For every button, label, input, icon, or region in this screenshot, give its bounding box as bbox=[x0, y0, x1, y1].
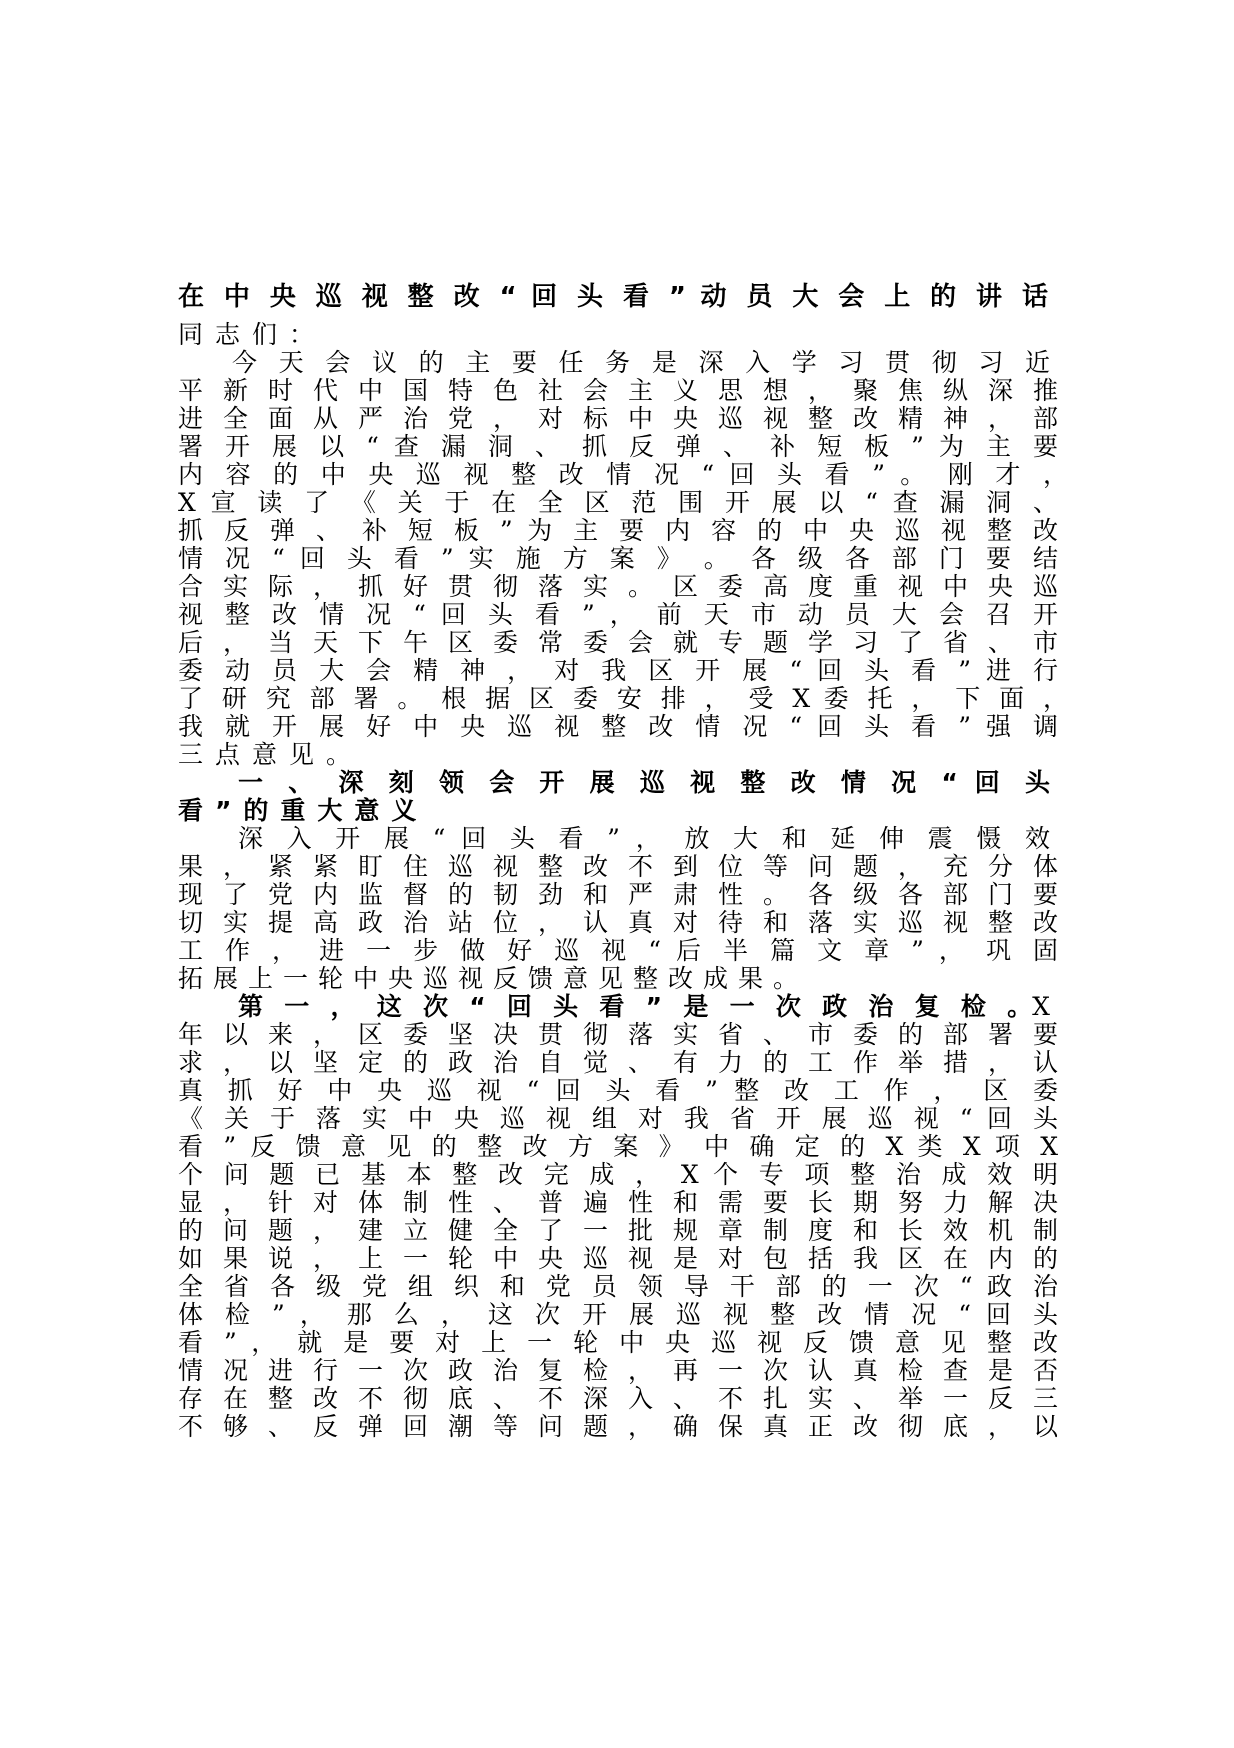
paragraph-line: 视 整 改 情 况 “ 回 头 看 ” ， 前 天 市 动 员 大 会 召 开 bbox=[178, 600, 1058, 629]
paragraph-line: 后 ， 当 天 下 午 区 委 常 委 会 就 专 题 学 习 了 省 、 市 bbox=[178, 628, 1058, 657]
paragraph-line: 抓 反 弹 、 补 短 板 ” 为 主 要 内 容 的 中 央 巡 视 整 改 bbox=[178, 516, 1058, 545]
document-title: 在 中 央 巡 视 整 改 “ 回 头 看 ” 动 员 大 会 上 的 讲 话 bbox=[178, 282, 1048, 312]
section-line: 工 作 ， 进 一 步 做 好 巡 视 “ 后 半 篇 文 章 ” ， 巩 固 bbox=[178, 936, 1058, 965]
paragraph-line: 平 新 时 代 中 国 特 色 社 会 主 义 思 想 ， 聚 焦 纵 深 推 bbox=[178, 376, 1058, 405]
point-line: 个 问 题 已 基 本 整 改 完 成 ， X 个 专 项 整 治 成 效 明 bbox=[178, 1160, 1058, 1189]
point-line: 显 ， 针 对 体 制 性 、 普 遍 性 和 需 要 长 期 努 力 解 决 bbox=[178, 1188, 1058, 1217]
point-line: 的 问 题 ， 建 立 健 全 了 一 批 规 章 制 度 和 长 效 机 制 bbox=[178, 1216, 1058, 1245]
point-line: 看 ” 反 馈 意 见 的 整 改 方 案 》 中 确 定 的 X 类 X 项 X bbox=[178, 1132, 1058, 1161]
point-line: 看 ” ， 就 是 要 对 上 一 轮 中 央 巡 视 反 馈 意 见 整 改 bbox=[178, 1328, 1058, 1357]
point-line: 存 在 整 改 不 彻 底 、 不 深 入 、 不 扎 实 、 举 一 反 三 bbox=[178, 1384, 1058, 1413]
point-line: 如 果 说 ， 上 一 轮 中 央 巡 视 是 对 包 括 我 区 在 内 的 bbox=[178, 1244, 1058, 1273]
point-line: 全 省 各 级 党 组 织 和 党 员 领 导 干 部 的 一 次 “ 政 治 bbox=[178, 1272, 1058, 1301]
paragraph-line: 署 开 展 以 “ 查 漏 洞 、 抓 反 弹 、 补 短 板 ” 为 主 要 bbox=[178, 432, 1058, 461]
point-line: 情 况 进 行 一 次 政 治 复 检 ， 再 一 次 认 真 检 查 是 否 bbox=[178, 1356, 1058, 1385]
point-line: 年 以 来 ， 区 委 坚 决 贯 彻 落 实 省 、 市 委 的 部 署 要 bbox=[178, 1020, 1058, 1049]
section-line: 切 实 提 高 政 治 站 位 ， 认 真 对 待 和 落 实 巡 视 整 改 bbox=[178, 908, 1058, 937]
paragraph-line: 进 全 面 从 严 治 党 ， 对 标 中 央 巡 视 整 改 精 神 ， 部 bbox=[178, 404, 1058, 433]
paragraph-line: X 宣 读 了 《 关 于 在 全 区 范 围 开 展 以 “ 查 漏 洞 、 bbox=[178, 488, 1058, 517]
point-heading: 第 一 ， 这 次 “ 回 头 看 ” 是 一 次 政 治 复 检 。 bbox=[238, 992, 1033, 1021]
section-line: 拓展上一轮中央巡视反馈意见整改成果。 bbox=[178, 964, 809, 993]
paragraph-line: 委 动 员 大 会 精 神 ， 对 我 区 开 展 “ 回 头 看 ” 进 行 bbox=[178, 656, 1058, 685]
paragraph-line: 情 况 “ 回 头 看 ” 实 施 方 案 》 。 各 级 各 部 门 要 结 bbox=[178, 544, 1058, 573]
paragraph-line: 三点意见。 bbox=[178, 740, 364, 769]
point-line: 体 检 ” ， 那 么 ， 这 次 开 展 巡 视 整 改 情 况 “ 回 头 bbox=[178, 1300, 1058, 1329]
section-line: 果 ， 紧 紧 盯 住 巡 视 整 改 不 到 位 等 问 题 ， 充 分 体 bbox=[178, 852, 1058, 881]
paragraph-line: 内 容 的 中 央 巡 视 整 改 情 况 “ 回 头 看 ” 。 刚 才 ， bbox=[178, 460, 1068, 489]
section-line: 现 了 党 内 监 督 的 韧 劲 和 严 肃 性 。 各 级 各 部 门 要 bbox=[178, 880, 1058, 909]
point-line: 《 关 于 落 实 中 央 巡 视 组 对 我 省 开 展 巡 视 “ 回 头 bbox=[178, 1104, 1058, 1133]
paragraph-line: 我 就 开 展 好 中 央 巡 视 整 改 情 况 “ 回 头 看 ” 强 调 bbox=[178, 712, 1058, 741]
point-heading-tail: X bbox=[1032, 992, 1050, 1021]
point-line: 真 抓 好 中 央 巡 视 “ 回 头 看 ” 整 改 工 作 ， 区 委 bbox=[178, 1076, 1058, 1105]
section-heading-continued: 看”的重大意义 bbox=[178, 796, 429, 825]
section-heading: 一 、 深 刻 领 会 开 展 巡 视 整 改 情 况 “ 回 头 bbox=[238, 768, 1050, 797]
section-line: 深 入 开 展 “ 回 头 看 ” ， 放 大 和 延 伸 震 慑 效 bbox=[238, 824, 1050, 853]
salutation: 同志们： bbox=[178, 320, 327, 349]
point-line: 不 够 、 反 弹 回 潮 等 问 题 ， 确 保 真 正 改 彻 底 ， 以 bbox=[178, 1412, 1058, 1441]
paragraph-line: 今 天 会 议 的 主 要 任 务 是 深 入 学 习 贯 彻 习 近 bbox=[232, 348, 1050, 377]
paragraph-line: 合 实 际 ， 抓 好 贯 彻 落 实 。 区 委 高 度 重 视 中 央 巡 bbox=[178, 572, 1058, 601]
paragraph-line: 了 研 究 部 署 。 根 据 区 委 安 排 ， 受 X 委 托 ， 下 面 ， bbox=[178, 684, 1068, 713]
point-line: 求 ， 以 坚 定 的 政 治 自 觉 、 有 力 的 工 作 举 措 ， 认 bbox=[178, 1048, 1058, 1077]
